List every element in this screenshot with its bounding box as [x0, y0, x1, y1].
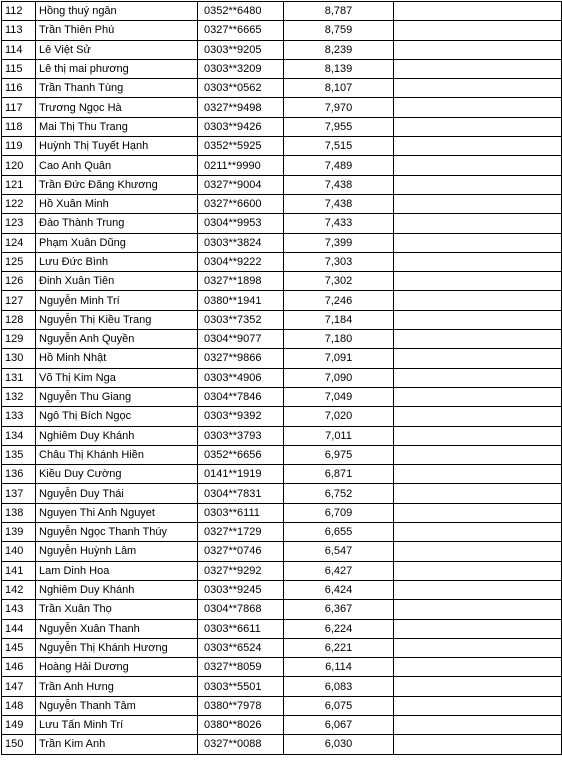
phone-cell: 0303**9245	[198, 580, 284, 599]
phone-cell: 0327**8059	[198, 658, 284, 677]
empty-cell	[394, 523, 562, 542]
empty-cell	[394, 252, 562, 271]
score-cell: 8,139	[284, 59, 394, 78]
name-cell: Nguyễn Thị Khánh Hương	[36, 638, 198, 657]
name-cell: Phạm Xuân Dũng	[36, 233, 198, 252]
phone-cell: 0303**3824	[198, 233, 284, 252]
empty-cell	[394, 580, 562, 599]
table-row	[2, 600, 562, 619]
empty-cell	[394, 98, 562, 117]
empty-cell	[394, 79, 562, 98]
name-cell: Ngô Thị Bích Ngọc	[36, 407, 198, 426]
name-cell: Lam Dinh Hoa	[36, 561, 198, 580]
name-cell: Mai Thị Thu Trang	[36, 117, 198, 136]
table-row	[2, 465, 562, 484]
rank-cell: 143	[2, 600, 36, 619]
name-cell: Nguyễn Thanh Tâm	[36, 696, 198, 715]
rank-cell: 113	[2, 21, 36, 40]
rank-cell: 120	[2, 156, 36, 175]
table-row	[2, 677, 562, 696]
name-cell: Cao Anh Quân	[36, 156, 198, 175]
score-cell: 7,433	[284, 214, 394, 233]
score-cell: 6,114	[284, 658, 394, 677]
empty-cell	[394, 561, 562, 580]
table-row	[2, 272, 562, 291]
score-cell: 6,067	[284, 715, 394, 734]
phone-cell: 0327**9866	[198, 349, 284, 368]
phone-cell: 0380**1941	[198, 291, 284, 310]
score-cell: 7,246	[284, 291, 394, 310]
name-cell: Nghiêm Duy Khánh	[36, 426, 198, 445]
empty-cell	[394, 426, 562, 445]
table-row	[2, 194, 562, 213]
phone-cell: 0327**9292	[198, 561, 284, 580]
rank-cell: 118	[2, 117, 36, 136]
empty-cell	[394, 484, 562, 503]
phone-cell: 0303**0562	[198, 79, 284, 98]
name-cell: Huỳnh Thị Tuyết Hạnh	[36, 137, 198, 156]
score-cell: 6,709	[284, 503, 394, 522]
name-cell: Lưu Tấn Minh Trí	[36, 715, 198, 734]
rank-cell: 139	[2, 523, 36, 542]
phone-cell: 0303**7352	[198, 310, 284, 329]
empty-cell	[394, 619, 562, 638]
empty-cell	[394, 272, 562, 291]
name-cell: Lê Việt Sử	[36, 40, 198, 59]
score-cell: 8,787	[284, 2, 394, 21]
score-cell: 7,184	[284, 310, 394, 329]
phone-cell: 0352**6656	[198, 445, 284, 464]
phone-cell: 0327**9004	[198, 175, 284, 194]
rank-cell: 126	[2, 272, 36, 291]
name-cell: Hồng thuý ngân	[36, 2, 198, 21]
table-row	[2, 503, 562, 522]
phone-cell: 0303**6611	[198, 619, 284, 638]
phone-cell: 0211**9990	[198, 156, 284, 175]
table-row	[2, 638, 562, 657]
table-row	[2, 426, 562, 445]
name-cell: Hồ Minh Nhật	[36, 349, 198, 368]
score-cell: 8,239	[284, 40, 394, 59]
table-row	[2, 214, 562, 233]
empty-cell	[394, 137, 562, 156]
empty-cell	[394, 233, 562, 252]
rank-cell: 142	[2, 580, 36, 599]
table-row	[2, 619, 562, 638]
table-row	[2, 387, 562, 406]
empty-cell	[394, 2, 562, 21]
name-cell: Trần Anh Hưng	[36, 677, 198, 696]
phone-cell: 0303**6524	[198, 638, 284, 657]
score-cell: 7,303	[284, 252, 394, 271]
empty-cell	[394, 715, 562, 734]
score-cell: 7,180	[284, 330, 394, 349]
name-cell: Nghiêm Duy Khánh	[36, 580, 198, 599]
phone-cell: 0380**7978	[198, 696, 284, 715]
rank-cell: 149	[2, 715, 36, 734]
score-cell: 7,399	[284, 233, 394, 252]
empty-cell	[394, 465, 562, 484]
empty-cell	[394, 542, 562, 561]
table-row	[2, 715, 562, 734]
rank-cell: 147	[2, 677, 36, 696]
phone-cell: 0327**9498	[198, 98, 284, 117]
score-cell: 7,955	[284, 117, 394, 136]
score-cell: 6,424	[284, 580, 394, 599]
name-cell: Trần Đức Đăng Khương	[36, 175, 198, 194]
empty-cell	[394, 600, 562, 619]
empty-cell	[394, 696, 562, 715]
results-table-body	[2, 2, 562, 755]
score-cell: 7,515	[284, 137, 394, 156]
phone-cell: 0327**0088	[198, 735, 284, 754]
table-row	[2, 542, 562, 561]
phone-cell: 0380**8026	[198, 715, 284, 734]
empty-cell	[394, 330, 562, 349]
empty-cell	[394, 677, 562, 696]
name-cell: Nguyễn Huỳnh Lâm	[36, 542, 198, 561]
score-cell: 7,302	[284, 272, 394, 291]
name-cell: Võ Thị Kim Nga	[36, 368, 198, 387]
table-row	[2, 117, 562, 136]
empty-cell	[394, 175, 562, 194]
name-cell: Nguyễn Thu Giang	[36, 387, 198, 406]
score-cell: 7,020	[284, 407, 394, 426]
rank-cell: 133	[2, 407, 36, 426]
name-cell: Lê thị mai phương	[36, 59, 198, 78]
score-cell: 6,083	[284, 677, 394, 696]
rank-cell: 130	[2, 349, 36, 368]
score-cell: 6,221	[284, 638, 394, 657]
name-cell: Nguyễn Thị Kiều Trang	[36, 310, 198, 329]
rank-cell: 125	[2, 252, 36, 271]
rank-cell: 132	[2, 387, 36, 406]
table-row	[2, 561, 562, 580]
score-cell: 6,367	[284, 600, 394, 619]
phone-cell: 0304**9077	[198, 330, 284, 349]
score-cell: 7,091	[284, 349, 394, 368]
empty-cell	[394, 59, 562, 78]
rank-cell: 134	[2, 426, 36, 445]
phone-cell: 0303**3209	[198, 59, 284, 78]
empty-cell	[394, 310, 562, 329]
empty-cell	[394, 194, 562, 213]
table-row	[2, 310, 562, 329]
empty-cell	[394, 658, 562, 677]
rank-cell: 115	[2, 59, 36, 78]
rank-cell: 112	[2, 2, 36, 21]
empty-cell	[394, 368, 562, 387]
phone-cell: 0327**1729	[198, 523, 284, 542]
phone-cell: 0327**6665	[198, 21, 284, 40]
empty-cell	[394, 387, 562, 406]
table-row	[2, 484, 562, 503]
phone-cell: 0304**9222	[198, 252, 284, 271]
table-row	[2, 59, 562, 78]
score-cell: 7,090	[284, 368, 394, 387]
rank-cell: 135	[2, 445, 36, 464]
rank-cell: 122	[2, 194, 36, 213]
name-cell: Hồ Xuân Minh	[36, 194, 198, 213]
rank-cell: 146	[2, 658, 36, 677]
empty-cell	[394, 445, 562, 464]
name-cell: Trần Xuân Thọ	[36, 600, 198, 619]
empty-cell	[394, 21, 562, 40]
table-row	[2, 407, 562, 426]
table-row	[2, 735, 562, 754]
score-cell: 6,075	[284, 696, 394, 715]
empty-cell	[394, 156, 562, 175]
rank-cell: 137	[2, 484, 36, 503]
phone-cell: 0352**6480	[198, 2, 284, 21]
empty-cell	[394, 503, 562, 522]
score-cell: 6,030	[284, 735, 394, 754]
name-cell: Lưu Đức Bình	[36, 252, 198, 271]
phone-cell: 0303**9205	[198, 40, 284, 59]
table-row	[2, 291, 562, 310]
rank-cell: 140	[2, 542, 36, 561]
phone-cell: 0327**0746	[198, 542, 284, 561]
score-cell: 6,547	[284, 542, 394, 561]
phone-cell: 0303**9426	[198, 117, 284, 136]
name-cell: Kiều Duy Cường	[36, 465, 198, 484]
score-cell: 7,489	[284, 156, 394, 175]
table-row	[2, 137, 562, 156]
name-cell: Nguyen Thi Anh Nguyet	[36, 503, 198, 522]
name-cell: Nguyễn Minh Trí	[36, 291, 198, 310]
phone-cell: 0304**7831	[198, 484, 284, 503]
name-cell: Nguyễn Anh Quyền	[36, 330, 198, 349]
rank-cell: 123	[2, 214, 36, 233]
table-row	[2, 98, 562, 117]
score-cell: 7,970	[284, 98, 394, 117]
table-row	[2, 40, 562, 59]
table-row	[2, 580, 562, 599]
table-row	[2, 696, 562, 715]
phone-cell: 0304**7868	[198, 600, 284, 619]
rank-cell: 138	[2, 503, 36, 522]
phone-cell: 0303**3793	[198, 426, 284, 445]
empty-cell	[394, 291, 562, 310]
score-cell: 6,427	[284, 561, 394, 580]
rank-cell: 116	[2, 79, 36, 98]
score-cell: 8,759	[284, 21, 394, 40]
name-cell: Đinh Xuân Tiên	[36, 272, 198, 291]
score-cell: 6,752	[284, 484, 394, 503]
phone-cell: 0303**9392	[198, 407, 284, 426]
rank-cell: 128	[2, 310, 36, 329]
results-table	[1, 1, 562, 755]
name-cell: Hoàng Hải Dương	[36, 658, 198, 677]
score-cell: 8,107	[284, 79, 394, 98]
score-cell: 7,438	[284, 175, 394, 194]
table-row	[2, 252, 562, 271]
name-cell: Trần Thiên Phú	[36, 21, 198, 40]
rank-cell: 131	[2, 368, 36, 387]
score-cell: 7,049	[284, 387, 394, 406]
empty-cell	[394, 214, 562, 233]
table-row	[2, 233, 562, 252]
rank-cell: 141	[2, 561, 36, 580]
table-row	[2, 658, 562, 677]
table-row	[2, 2, 562, 21]
name-cell: Đào Thành Trung	[36, 214, 198, 233]
phone-cell: 0141**1919	[198, 465, 284, 484]
score-cell: 7,011	[284, 426, 394, 445]
phone-cell: 0352**5925	[198, 137, 284, 156]
rank-cell: 129	[2, 330, 36, 349]
name-cell: Trần Thanh Tùng	[36, 79, 198, 98]
rank-cell: 148	[2, 696, 36, 715]
phone-cell: 0304**9953	[198, 214, 284, 233]
name-cell: Trần Kim Anh	[36, 735, 198, 754]
rank-cell: 136	[2, 465, 36, 484]
rank-cell: 127	[2, 291, 36, 310]
rank-cell: 114	[2, 40, 36, 59]
table-row	[2, 79, 562, 98]
score-cell: 6,871	[284, 465, 394, 484]
table-row	[2, 368, 562, 387]
rank-cell: 121	[2, 175, 36, 194]
empty-cell	[394, 735, 562, 754]
phone-cell: 0303**4906	[198, 368, 284, 387]
rank-cell: 119	[2, 137, 36, 156]
empty-cell	[394, 349, 562, 368]
phone-cell: 0303**5501	[198, 677, 284, 696]
rank-cell: 117	[2, 98, 36, 117]
table-row	[2, 330, 562, 349]
score-cell: 6,655	[284, 523, 394, 542]
name-cell: Nguyễn Xuân Thanh	[36, 619, 198, 638]
name-cell: Nguyễn Ngọc Thanh Thúy	[36, 523, 198, 542]
table-row	[2, 523, 562, 542]
rank-cell: 150	[2, 735, 36, 754]
score-cell: 7,438	[284, 194, 394, 213]
empty-cell	[394, 117, 562, 136]
table-row	[2, 21, 562, 40]
empty-cell	[394, 638, 562, 657]
phone-cell: 0303**6111	[198, 503, 284, 522]
empty-cell	[394, 40, 562, 59]
rank-cell: 124	[2, 233, 36, 252]
name-cell: Châu Thị Khánh Hiền	[36, 445, 198, 464]
table-row	[2, 445, 562, 464]
table-row	[2, 156, 562, 175]
score-cell: 6,975	[284, 445, 394, 464]
phone-cell: 0327**6600	[198, 194, 284, 213]
table-row	[2, 175, 562, 194]
name-cell: Trương Ngọc Hà	[36, 98, 198, 117]
rank-cell: 145	[2, 638, 36, 657]
phone-cell: 0327**1898	[198, 272, 284, 291]
score-cell: 6,224	[284, 619, 394, 638]
phone-cell: 0304**7846	[198, 387, 284, 406]
empty-cell	[394, 407, 562, 426]
rank-cell: 144	[2, 619, 36, 638]
name-cell: Nguyễn Duy Thái	[36, 484, 198, 503]
table-row	[2, 349, 562, 368]
